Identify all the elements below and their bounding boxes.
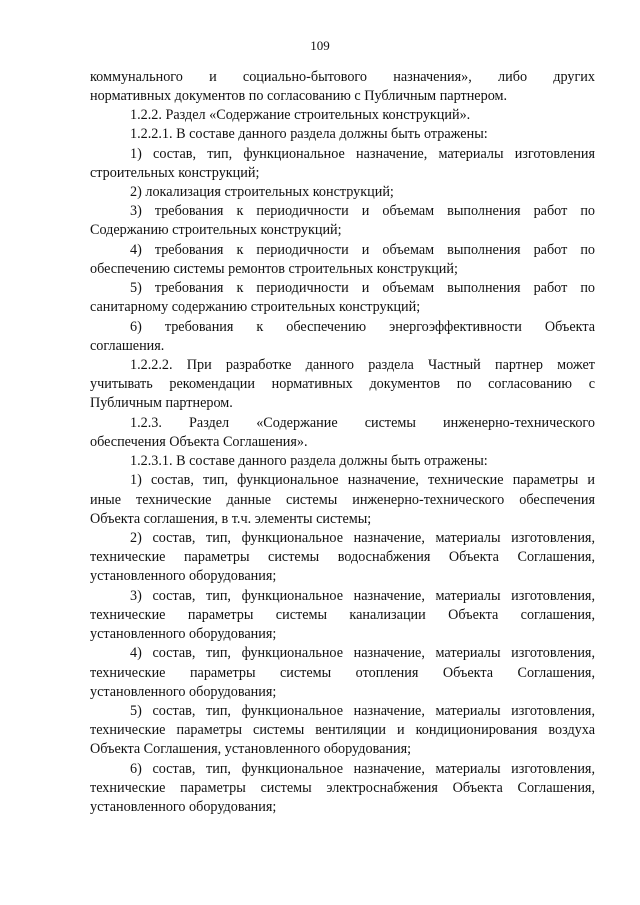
text-line: Содержанию строительных конструкций; (90, 222, 342, 238)
list-item: 1) состав, тип, функциональное назначение, технические параметры и (130, 472, 595, 488)
list-item: 3) требования к периодичности и объемам выполнения работ по (130, 203, 595, 219)
text-line: установленного оборудования; (90, 684, 277, 700)
list-item: 6) требования к обеспечению энергоэффективности Объекта (130, 319, 595, 335)
text-line: коммунального и социально-бытового назначения», либо других (90, 69, 595, 85)
text-line: санитарному содержанию строительных конструкций; (90, 299, 421, 315)
text-line: установленного оборудования; (90, 799, 277, 815)
text-line: технические параметры системы электроснабжения Объекта Соглашения, (90, 780, 595, 796)
section-heading: 1.2.3. Раздел «Содержание системы инженерно-технического (130, 415, 595, 431)
text-line: Объекта соглашения, в т.ч. элементы системы; (90, 511, 372, 527)
text-line: технические параметры системы вентиляции и кондиционирования воздуха (90, 722, 595, 738)
text-line: 1.2.2.1. В составе данного раздела должны быть отражены: (130, 126, 488, 142)
list-item: 3) состав, тип, функциональное назначение, материалы изготовления, (130, 588, 595, 604)
text-line: технические параметры системы водоснабжения Объекта Соглашения, (90, 549, 595, 565)
list-item: 6) состав, тип, функциональное назначение, материалы изготовления, (130, 761, 595, 777)
text-line: нормативных документов по согласованию с Публичным партнером. (90, 88, 508, 104)
list-item: 5) состав, тип, функциональное назначение, материалы изготовления, (130, 703, 595, 719)
text-line: 1.2.3.1. В составе данного раздела должны быть отражены: (130, 453, 488, 469)
list-item: 4) состав, тип, функциональное назначение, материалы изготовления, (130, 645, 595, 661)
text-line: Объекта Соглашения, установленного оборудования; (90, 741, 412, 757)
list-item: 4) требования к периодичности и объемам выполнения работ по (130, 242, 595, 258)
page-number: 109 (310, 38, 330, 53)
list-item: 1) состав, тип, функциональное назначение, материалы изготовления (130, 146, 595, 162)
text-line: Публичным партнером. (90, 395, 233, 411)
text-line: 1.2.2.2. При разработке данного раздела Частный партнер может (130, 357, 595, 373)
text-line: обеспечению системы ремонтов строительных конструкций; (90, 261, 458, 277)
section-heading: 1.2.2. Раздел «Содержание строительных конструкций». (130, 107, 471, 123)
list-item: 2) состав, тип, функциональное назначение, материалы изготовления, (130, 530, 595, 546)
text-line: установленного оборудования; (90, 626, 277, 642)
list-item: 2) локализация строительных конструкций; (130, 184, 394, 200)
text-line: технические параметры системы канализации Объекта соглашения, (90, 607, 595, 623)
text-line: технические параметры системы отопления Объекта Соглашения, (90, 665, 595, 681)
list-item: 5) требования к периодичности и объемам выполнения работ по (130, 280, 595, 296)
text-line: обеспечения Объекта Соглашения». (90, 434, 308, 450)
text-line: соглашения. (90, 338, 165, 354)
text-line: учитывать рекомендации нормативных документов по согласованию с (90, 376, 595, 392)
text-line: строительных конструкций; (90, 165, 260, 181)
text-line: установленного оборудования; (90, 568, 277, 584)
text-line: иные технические данные системы инженерно-технического обеспечения (90, 492, 595, 508)
